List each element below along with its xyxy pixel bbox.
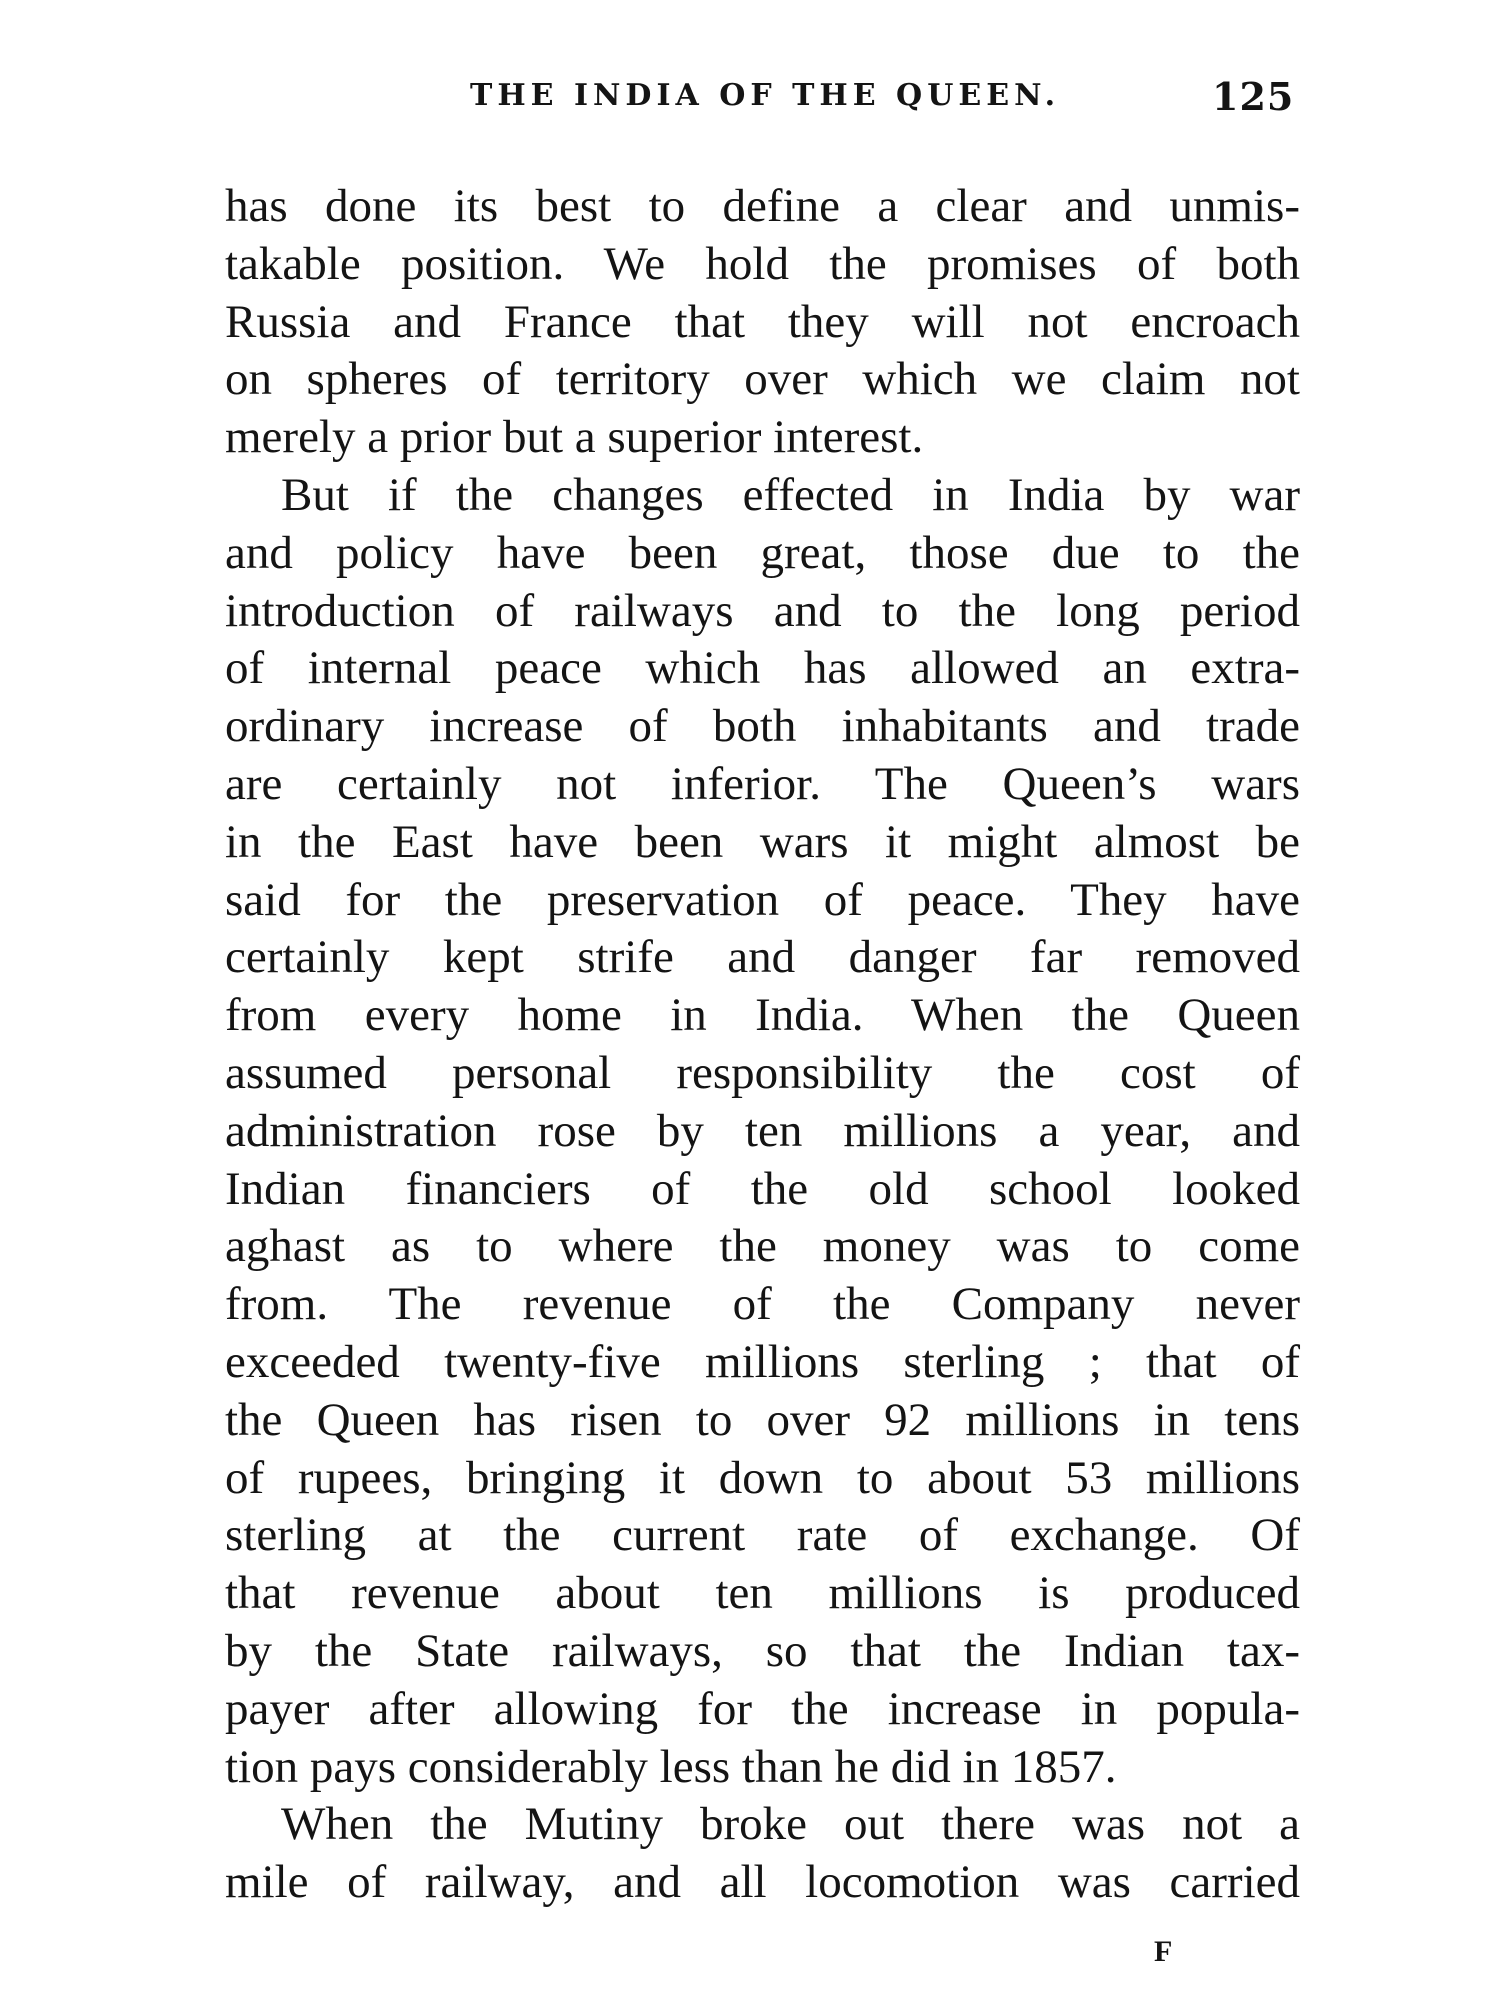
text-line: takable position. We hold the promises of both	[225, 237, 1300, 290]
running-head-title: THE INDIA OF THE QUEEN.	[470, 78, 1061, 113]
text-line: tion pays considerably less than he did in 1857.	[225, 1740, 1117, 1793]
text-line: sterling at the current rate of exchange. Of	[225, 1509, 1300, 1562]
signature-mark: F	[1154, 1935, 1173, 1968]
text-line: But if the changes effected in India by war	[281, 468, 1300, 521]
text-line: certainly kept strife and danger far removed	[225, 931, 1300, 984]
text-line: in the East have been wars it might almost be	[225, 815, 1300, 868]
page-number: 125	[1212, 74, 1295, 119]
text-line: exceeded twenty-five millions sterling ; that of	[225, 1335, 1300, 1388]
text-line: Russia and France that they will not encroach	[225, 295, 1300, 348]
text-line: When the Mutiny broke out there was not a	[281, 1798, 1300, 1851]
text-line: on spheres of territory over which we claim not	[225, 353, 1300, 406]
body-text	[225, 178, 1300, 1912]
text-line: introduction of railways and to the long period	[225, 584, 1300, 637]
running-head	[0, 70, 1500, 130]
text-line: Indian financiers of the old school looked	[225, 1162, 1300, 1215]
text-line: merely a prior but a superior interest.	[225, 411, 924, 464]
text-line: said for the preservation of peace. They have	[225, 873, 1300, 926]
text-line: assumed personal responsibility the cost of	[225, 1046, 1300, 1099]
text-line: payer after allowing for the increase in popula-	[225, 1682, 1300, 1735]
text-line: that revenue about ten millions is produced	[225, 1567, 1300, 1620]
text-line: by the State railways, so that the Indian tax-	[225, 1624, 1300, 1677]
text-line: are certainly not inferior. The Queen’s wars	[225, 757, 1300, 810]
text-line: from. The revenue of the Company never	[225, 1278, 1300, 1331]
text-line: ordinary increase of both inhabitants and trade	[225, 700, 1300, 753]
text-line: has done its best to define a clear and unmis-	[225, 180, 1300, 232]
text-line: of internal peace which has allowed an extra-	[225, 642, 1300, 695]
text-line: administration rose by ten millions a year, and	[225, 1104, 1300, 1157]
text-line: and policy have been great, those due to the	[225, 526, 1300, 579]
text-line: mile of railway, and all locomotion was carried	[225, 1856, 1300, 1909]
text-line: aghast as to where the money was to come	[225, 1220, 1300, 1273]
text-line: of rupees, bringing it down to about 53 millions	[225, 1451, 1300, 1504]
text-line: the Queen has risen to over 92 millions in tens	[225, 1393, 1300, 1446]
text-line: from every home in India. When the Queen	[225, 989, 1300, 1042]
